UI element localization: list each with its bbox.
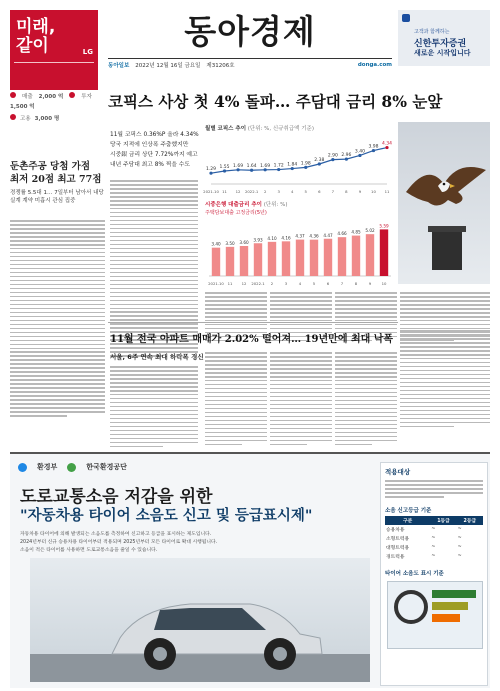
label-title: 타이어 소음도 표시 기준 — [385, 570, 444, 577]
chart1-tick-label: 11 — [384, 189, 390, 194]
masthead-info: 동아일보 2022년 12월 16일 금요일 제31206호 donga.com — [108, 62, 392, 69]
right-ad[interactable]: 고객과 함께하는 신한투자증권 새로운 시작입니다 — [398, 10, 490, 66]
chart2-bar — [380, 229, 388, 276]
chart2-bar — [338, 237, 346, 276]
chart2-data-label: 3.50 — [225, 240, 235, 246]
chart2-bar — [268, 242, 276, 276]
stat-icon — [10, 114, 16, 120]
chart1-tick-label: 2022.1 — [244, 189, 259, 194]
chart1-tick-label: 2 — [263, 189, 267, 194]
main-headline: 코픽스 사상 첫 4% 돌파… 주담대 금리 8% 눈앞 — [108, 92, 443, 111]
grade-table: 구분 1등급 2등급 승용차용 ~ ~ 소형트럭용 ~ ~ 대형트럭용 ~ ~ 경트럭용 ~ ~ — [385, 516, 483, 561]
chart2-data-label: 4.10 — [267, 235, 277, 241]
chart1-tick-label: 5 — [304, 189, 307, 194]
stat-icon — [10, 92, 16, 98]
table-row: 소형트럭용 ~ ~ — [386, 535, 462, 542]
second-headline: 11월 전국 아파트 매매가 2.02% 떨어져… 19년만에 최대 낙폭 — [110, 334, 394, 345]
chart2-tick-label: 10 — [381, 281, 387, 286]
section-rule — [108, 322, 398, 323]
side-story-lede: 경쟁률 5.5대 1… 7일부터 남아서 내당 실계 계약 미흡시 관심 집중 — [10, 190, 104, 204]
left-ad-headline: 미래, 같이 — [16, 17, 56, 56]
chart2-tick-label: 8 — [354, 281, 358, 286]
chart1-subtitle: (단위: %, 신규취급액 기준) — [247, 126, 314, 132]
chart2-bar — [254, 243, 262, 276]
chart1-tick-label: 7 — [331, 189, 335, 194]
chart2-tick-label: 2022.1 — [251, 281, 265, 286]
chart2-series-label: 주택담보대출 고정금리(5년) — [205, 210, 267, 216]
chart2-bar — [226, 247, 234, 276]
chart-line — [205, 124, 395, 196]
ad-sub-3: 소음이 적은 타이어를 사용하면 도로교통소음을 줄일 수 있습니다. — [20, 548, 158, 553]
panel-sub: 소음 신고등급 기준 — [385, 507, 432, 514]
col2-headline: 서울, 6주 연속 최대 하락폭 경신 — [110, 353, 204, 361]
chart1-tick-label: 6 — [318, 189, 321, 194]
ad-sub-1: 자동차용 타이어에 의해 발생되는 소음도를 측정하여 신고하고 등급을 표시하는 제도입니다. — [20, 532, 212, 537]
chart2-data-label: 5.02 — [365, 228, 375, 234]
chart1-data-label: 3.40 — [354, 149, 365, 155]
chart2-tick-label: 3 — [284, 281, 288, 286]
car-illustration — [30, 558, 370, 682]
chart2-data-label: 3.60 — [239, 240, 249, 245]
chart2-bar — [282, 241, 290, 276]
chart1-tick-label: 3 — [277, 189, 280, 194]
chart2-data-label: 4.47 — [323, 232, 333, 238]
bottom-ad[interactable]: 환경부 한국환경공단 도로교통소음 저감을 위한 "자동차용 타이어 소음도 신고 및 등급표시제" 자동차용 타이어에 의해 발생되는 소음도를 측정하여 신고하고 등급을 표시하는 제도입니다. 2024년부터 신규 승용차용 타이어부터 적용되며 2025년부터 모든 타이어로 확대 시행됩니다. 소음이 적은 타이어를 사용하면 도로교통소음을 줄일 수 있습니다. 적용대상 소음 신고등급 기준 구분 1등급 2등급 승용차용 ~ ~ 소형트럭용 ~ ~ 대형트럭용 ~ ~ 경트럭용 ~ ~ 타이어 소음도 표시 기준 — [10, 452, 490, 688]
left-ad-stats: 매출 2,000 억 투자 1,500 억 고용 3,000 명 — [10, 94, 92, 122]
chart1-data-label: 1.69 — [260, 163, 271, 169]
panel-title: 적용대상 — [385, 468, 411, 476]
chart2-tick-label: 12 — [241, 281, 247, 286]
ad-sub-2: 2024년부터 신규 승용차용 타이어부터 적용되며 2025년부터 모든 타이어로 확대 시행됩니다. — [20, 540, 218, 545]
lg-logo: LG — [82, 48, 93, 56]
chart2-tick-label: 9 — [368, 281, 372, 286]
lower-body-1 — [110, 366, 198, 450]
chart1-data-label: 3.98 — [368, 144, 379, 150]
chart2-svg — [205, 216, 395, 288]
chart2-tick-label: 11 — [227, 281, 233, 286]
chart1-data-label: 1.84 — [287, 162, 298, 168]
url[interactable]: donga.com — [357, 62, 392, 68]
table-row: 경트럭용 ~ ~ — [386, 553, 462, 560]
stat-icon — [69, 92, 75, 98]
chart1-title: 월별 코픽스 추이 — [205, 126, 247, 132]
left-ad[interactable] — [10, 10, 98, 90]
target-panel — [380, 462, 488, 686]
chart2-data-label: 3.40 — [211, 241, 221, 247]
side-story-body — [10, 220, 105, 419]
chart1-data-label: 1.98 — [300, 161, 311, 167]
chart1-tick-label: 9 — [358, 189, 362, 194]
chart2-data-label: 4.37 — [295, 233, 305, 239]
chart1-data-label: 2.96 — [341, 153, 352, 159]
table-row: 대형트럭용 ~ ~ — [386, 544, 462, 551]
chart1-tick-label: 4 — [291, 189, 294, 194]
chart2-data-label: 4.36 — [309, 233, 319, 239]
chart2-data-label: 4.85 — [351, 229, 361, 235]
chart1-data-label: 1.69 — [233, 163, 244, 169]
chart1-tick-label: 10 — [371, 189, 376, 194]
lower-body-5 — [400, 330, 490, 430]
chart1-tick-label: 11 — [222, 189, 227, 194]
tire-label-image — [387, 581, 483, 649]
chart2-subtitle: (단위: %) — [263, 202, 288, 208]
chart1-data-label: 1.55 — [219, 164, 230, 170]
chart1-data-label: 2.90 — [327, 153, 338, 159]
chart1-data-label: 1.72 — [273, 163, 284, 169]
chart1-data-label: 2.38 — [314, 158, 325, 164]
chart1-data-label: 1.64 — [246, 164, 257, 170]
chart1-data-label: 1.29 — [205, 167, 217, 173]
chart2-bar — [212, 248, 220, 276]
chart1-tick-label: 12 — [235, 189, 241, 194]
table-row: 승용차용 ~ ~ — [386, 526, 462, 533]
chart2-data-label: 3.93 — [253, 237, 263, 243]
chart2-bar — [310, 240, 318, 276]
side-story-headline: 둔촌주공 당첨 가점 최저 20점 최고 77점 — [10, 161, 102, 185]
shinhan-logo-icon — [402, 14, 410, 22]
chart2-bar — [352, 236, 360, 276]
chart1-data-label: 4.34 — [381, 141, 393, 147]
chart2-tick-label: 7 — [340, 281, 344, 286]
eagle-photo — [398, 122, 490, 284]
chart2-tick-label: 2021.10 — [208, 281, 224, 286]
chart2-bar — [366, 234, 374, 276]
chart2-data-label: 4.16 — [281, 235, 291, 241]
chart2-bar — [324, 239, 332, 276]
chart2-tick-label: 4 — [298, 281, 302, 286]
chart-bar — [205, 200, 395, 286]
chart1-tick-label: 8 — [345, 189, 348, 194]
chart2-data-label: 5.59 — [379, 223, 389, 229]
chart2-title: 시중은행 대출금리 추이 — [205, 202, 262, 208]
lower-body-4 — [335, 352, 397, 448]
chart1-svg — [205, 132, 395, 196]
lower-body-3 — [270, 352, 332, 448]
chart2-tick-label: 2 — [270, 281, 274, 286]
lower-body-2 — [205, 352, 267, 448]
ad-headline-2: "자동차용 타이어 소음도 신고 및 등급표시제" — [20, 508, 313, 524]
me-logo-icon — [18, 463, 27, 472]
chart2-data-label: 4.66 — [337, 231, 347, 237]
center-intro: 11월 코픽스 0.36%P 올라 4.34% 당국 지적에 인상폭 주춤했지만 시중銀 금리 상단 7.72%까지 예고 내년 주담대 최고 8% 찍을 수도 — [110, 132, 199, 168]
masthead-rule — [108, 58, 392, 59]
chart2-bar — [296, 240, 304, 276]
chart2-bar — [240, 246, 248, 276]
keco-logo-icon — [67, 463, 76, 472]
masthead-title: 동아경제 — [184, 12, 316, 51]
chart2-tick-label: 5 — [312, 281, 316, 286]
chart1-tick-label: 2021.10 — [203, 189, 219, 194]
ad-headline-1: 도로교통소음 저감을 위한 — [20, 487, 213, 507]
chart2-tick-label: 6 — [326, 281, 330, 286]
